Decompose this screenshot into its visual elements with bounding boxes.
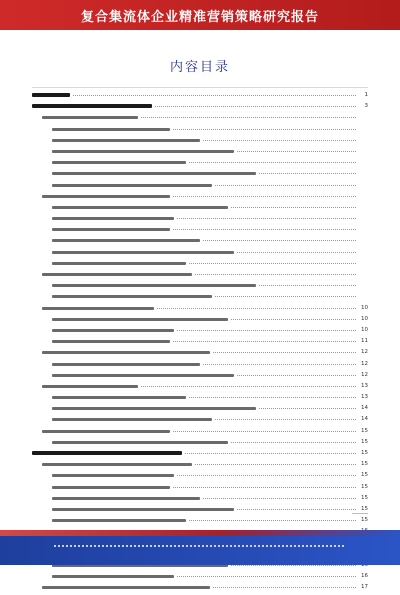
toc-leader-dots (185, 453, 356, 454)
toc-entry-title (52, 396, 186, 399)
report-title-banner (0, 0, 400, 30)
toc-leader-dots (177, 475, 356, 476)
toc-entry-title (52, 161, 186, 164)
toc-entry[interactable] (32, 193, 368, 201)
toc-entry[interactable] (32, 316, 368, 324)
toc-entry-title (52, 184, 212, 187)
toc-entry-title (52, 139, 200, 142)
toc-leader-dots (173, 341, 356, 342)
toc-entry[interactable] (32, 439, 368, 447)
toc-entry[interactable] (32, 148, 368, 156)
toc-page-number: 16 (361, 573, 368, 580)
toc-entry[interactable] (32, 282, 368, 290)
toc-entry-title (52, 497, 200, 500)
toc-page-number: 17 (361, 584, 368, 591)
toc-leader-dots (213, 352, 356, 353)
toc-entry-title (42, 195, 170, 198)
toc-leader-dots (173, 487, 356, 488)
toc-entry-title (52, 251, 234, 254)
toc-entry-title (52, 228, 170, 231)
toc-leader-dots (173, 229, 356, 230)
toc-entry-title (32, 93, 70, 97)
toc-entry[interactable] (32, 237, 368, 245)
toc-entry[interactable] (32, 416, 368, 424)
toc-leader-dots (259, 285, 356, 286)
toc-entry[interactable] (32, 327, 368, 335)
toc-entry-title (32, 451, 182, 455)
toc-page-number: 12 (361, 360, 368, 367)
toc-entry-title (42, 586, 210, 589)
toc-leader-dots (177, 218, 356, 219)
toc-page-number: 13 (361, 394, 368, 401)
toc-leader-dots (203, 498, 356, 499)
toc-entry[interactable] (32, 226, 368, 234)
toc-entry-title (42, 430, 170, 433)
toc-entry-title (52, 262, 186, 265)
report-title: 复合集流体企业精准营销策略研究报告 (80, 9, 319, 25)
toc-leader-dots (195, 274, 356, 275)
toc-leader-dots (195, 464, 356, 465)
toc-leader-dots (141, 386, 356, 387)
toc-entry[interactable] (32, 271, 368, 279)
toc-page-number: 15 (361, 517, 368, 524)
toc-entry[interactable] (32, 394, 368, 402)
toc-leader-dots (203, 364, 356, 365)
toc-entry-title (52, 441, 228, 444)
toc-leader-dots (155, 106, 356, 107)
toc-page-number: 1 (364, 92, 368, 98)
toc-page-number: 14 (361, 405, 368, 412)
toc-entry[interactable] (32, 361, 368, 369)
toc-entry[interactable] (32, 114, 368, 122)
toc-leader-dots (237, 151, 356, 152)
toc-leader-dots (231, 207, 356, 208)
toc-entry[interactable] (32, 383, 368, 391)
toc-entry[interactable] (32, 461, 368, 469)
toc-page-number: 11 (361, 338, 368, 345)
toc-leader-dots (189, 263, 356, 264)
toc-leader-dots (259, 408, 356, 409)
toc-divider (32, 87, 368, 88)
toc-entry-title (42, 273, 192, 276)
toc-entry-title (52, 128, 170, 131)
toc-leader-dots (203, 140, 356, 141)
toc-leader-dots (203, 240, 356, 241)
toc-leader-dots (189, 162, 356, 163)
toc-entry-title (52, 239, 200, 242)
toc-entry[interactable] (32, 484, 368, 492)
toc-entry[interactable] (32, 249, 368, 257)
toc-entry[interactable] (32, 92, 368, 100)
toc-leader-dots (177, 330, 356, 331)
toc-entry[interactable] (32, 103, 368, 111)
toc-entry-title (52, 363, 200, 366)
toc-entry-title (52, 418, 212, 421)
toc-entry[interactable] (32, 305, 368, 313)
toc-entry-title (52, 575, 174, 578)
toc-entry-title (52, 340, 170, 343)
toc-leader-dots (157, 308, 356, 309)
toc-entry[interactable] (32, 573, 368, 581)
toc-leader-dots (237, 375, 356, 376)
toc-leader-dots (189, 520, 356, 521)
toc-entry[interactable] (32, 584, 368, 592)
toc-entry-title (52, 217, 174, 220)
toc-page-number: 15 (361, 483, 368, 490)
toc-leader-dots (173, 431, 356, 432)
toc-entry[interactable] (32, 506, 368, 514)
toc-leader-dots (173, 129, 356, 130)
toc-page-number: 13 (361, 382, 368, 389)
toc-page-number: 12 (361, 349, 368, 356)
toc-entry[interactable] (32, 126, 368, 134)
toc-entry-title (52, 508, 234, 511)
toc-leader-dots (189, 397, 356, 398)
toc-entry-title (52, 329, 174, 332)
toc-leader-dots (237, 509, 356, 510)
toc-page-number: 15 (361, 472, 368, 479)
toc-page-number: 15 (361, 494, 368, 501)
toc-entry[interactable] (32, 517, 368, 525)
toc-leader-dots (231, 319, 356, 320)
toc-leader-dots (173, 196, 356, 197)
toc-page-number: 3 (364, 103, 368, 110)
toc-entry-title (42, 351, 210, 354)
toc-entry-title (52, 172, 256, 175)
toc-entry-title (52, 318, 228, 321)
toc-page-number: 15 (361, 505, 368, 512)
toc-leader-dots (177, 576, 356, 577)
toc-entry[interactable] (32, 159, 368, 167)
toc-entry[interactable] (32, 405, 368, 413)
toc-page-number: 15 (361, 427, 368, 434)
toc-entry-title (52, 150, 234, 153)
toc-entry[interactable] (32, 428, 368, 436)
toc-entry[interactable] (32, 170, 368, 178)
toc-entry-title (52, 519, 186, 522)
toc-leader-dots (141, 117, 356, 118)
toc-entry[interactable] (32, 349, 368, 357)
toc-entry-title (52, 407, 256, 410)
toc-page-number: 12 (361, 371, 368, 378)
toc-entry-title (42, 307, 154, 310)
toc-entry-title (52, 486, 170, 489)
toc-leader-dots (259, 173, 356, 174)
toc-leader-dots (73, 95, 356, 96)
toc-entry[interactable] (32, 260, 368, 268)
toc-leader-dots (215, 296, 356, 297)
toc-entry[interactable] (32, 338, 368, 346)
toc-entry[interactable] (32, 137, 368, 145)
toc-entry[interactable] (32, 182, 368, 190)
toc-page-number: 15 (361, 461, 368, 468)
toc-entry[interactable] (32, 450, 368, 458)
toc-entry-title (52, 284, 256, 287)
toc-entry-title (42, 385, 138, 388)
toc-page-number: 10 (361, 326, 368, 333)
toc-entry-title (42, 116, 138, 119)
toc-entry-title (52, 295, 212, 298)
toc-entry-title (52, 374, 234, 377)
toc-leader-dots (231, 565, 356, 566)
footer-text (54, 545, 344, 551)
toc-entry-title (52, 206, 228, 209)
toc-page-number: 10 (361, 304, 368, 311)
toc-page-number: 15 (361, 450, 368, 456)
toc-leader-dots (215, 419, 356, 420)
footer-banner (0, 530, 400, 565)
toc-page-number: 10 (361, 315, 368, 322)
toc-entry-title (52, 474, 174, 477)
page-number (352, 513, 368, 518)
toc-entry[interactable] (32, 495, 368, 503)
toc-leader-dots (231, 442, 356, 443)
toc-entry-title (42, 463, 192, 466)
toc-entry[interactable] (32, 204, 368, 212)
toc-entry[interactable] (32, 293, 368, 301)
toc-entry-title (32, 104, 152, 108)
toc-entry[interactable] (32, 372, 368, 380)
toc-page-number: 14 (361, 416, 368, 423)
toc-leader-dots (215, 185, 356, 186)
footer-swoosh (0, 530, 400, 536)
toc-leader-dots (213, 587, 356, 588)
toc-leader-dots (237, 252, 356, 253)
toc-heading: 内容目录 (169, 60, 230, 75)
toc-entry[interactable] (32, 215, 368, 223)
toc-page-number: 15 (361, 438, 368, 445)
toc-list (32, 92, 368, 595)
toc-entry[interactable] (32, 472, 368, 480)
